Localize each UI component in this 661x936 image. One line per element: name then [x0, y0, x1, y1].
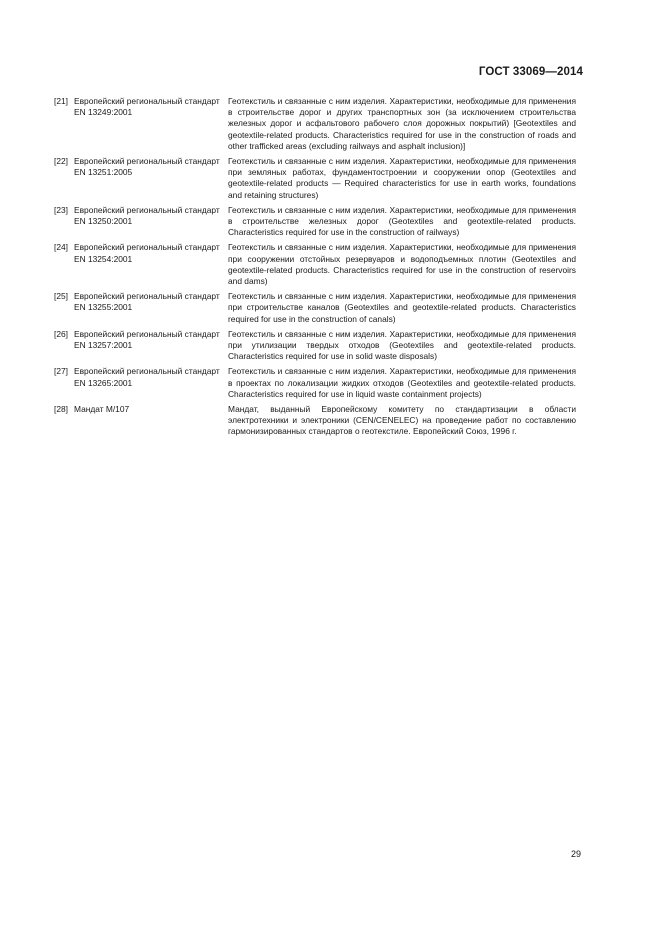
entry-description: Геотекстиль и связанные с ним изделия. Характеристики, необходимые для применения при утилизации твердых отходов (Geotextiles and geotextile-related products. Characteristics required for use in solid waste disposals): [228, 328, 576, 362]
entry-description: Геотекстиль и связанные с ним изделия. Характеристики, необходимые для применения в строительстве дорог и других транспортных зон (за исключением строительства железных дорог и асфальтового рабочего слоя дорожных покрытий) [Geotextiles and geotextile-related products. Characteristics required for use in the construction of roads and other trafficked areas (excluding railways and asphalt inclusion)]: [228, 96, 576, 151]
entry-number: [27]: [54, 366, 68, 377]
bibliography-list: [54, 96, 576, 442]
entry-source: Европейский региональный стандарт EN 13254:2001: [74, 242, 220, 264]
entry-source: Европейский региональный стандарт EN 13251:2005: [74, 156, 220, 178]
entry-number: [24]: [54, 242, 68, 253]
entry-number: [21]: [54, 96, 68, 106]
page-number: 29: [570, 849, 581, 859]
entry-source: Европейский региональный стандарт EN 13257:2001: [74, 328, 220, 351]
bibliography-entry: [54, 404, 576, 438]
entry-number: [23]: [54, 204, 68, 215]
entry-description: Геотекстиль и связанные с ним изделия. Характеристики, необходимые для применения в проектах по локализации жидких отходов (Geotextiles and geotextile-related products. Characteristics required for use in liquid waste containment projects): [228, 366, 576, 399]
entry-description: Геотекстиль и связанные с ним изделия. Характеристики, необходимые для применения в строительстве железных дорог (Geotextiles and geotextile-related products. Characteristics required for use in the construction of railways): [228, 204, 576, 238]
bibliography-entry: [54, 242, 576, 287]
entry-description: Мандат, выданный Европейскому комитету по стандартизации в области электротехники и электроники (CEN/CENELEC) на проведение работ по составлению гармонизированных стандартов о геотекстиле. Европейский Союз, 1996 г.: [228, 404, 576, 437]
entry-description: Геотекстиль и связанные с ним изделия. Характеристики, необходимые для применения при строительстве каналов (Geotextiles and geotextile-related products. Characteristics required for use in the construction of canals): [228, 291, 576, 324]
entry-source: Европейский региональный стандарт EN 13249:2001: [74, 96, 220, 118]
bibliography-entry: [54, 96, 576, 152]
entry-source: Европейский региональный стандарт EN 13255:2001: [74, 291, 220, 313]
bibliography-entry: [54, 366, 576, 400]
entry-number: [25]: [54, 291, 68, 302]
entry-source: Европейский региональный стандарт EN 13265:2001: [74, 366, 220, 388]
bibliography-entry: [54, 329, 576, 363]
bibliography-entry: [54, 156, 576, 201]
entry-number: [22]: [54, 156, 68, 167]
document-code: ГОСТ 33069—2014: [478, 66, 583, 78]
bibliography-entry: [54, 291, 576, 325]
entry-description: Геотекстиль и связанные с ним изделия. Характеристики, необходимые для применения при сооружении отстойных резервуаров и водоподъемных плотин (Geotextiles and geotextile-related products. Characteristics required for use in the construction of reservoirs and dams): [228, 242, 576, 287]
entry-description: Геотекстиль и связанные с ним изделия. Характеристики, необходимые для применения при земляных работах, фундаментостроении и сооружении опор (Geotextiles and geotextile-related products — Required characteristics for use in earth works, foundations and retaining structures): [228, 156, 576, 200]
entry-number: [28]: [54, 404, 68, 415]
entry-number: [26]: [54, 328, 68, 339]
entry-source: Европейский региональный стандарт EN 13250:2001: [74, 204, 220, 227]
entry-source: Мандат М/107: [74, 404, 130, 415]
bibliography-entry: [54, 205, 576, 239]
